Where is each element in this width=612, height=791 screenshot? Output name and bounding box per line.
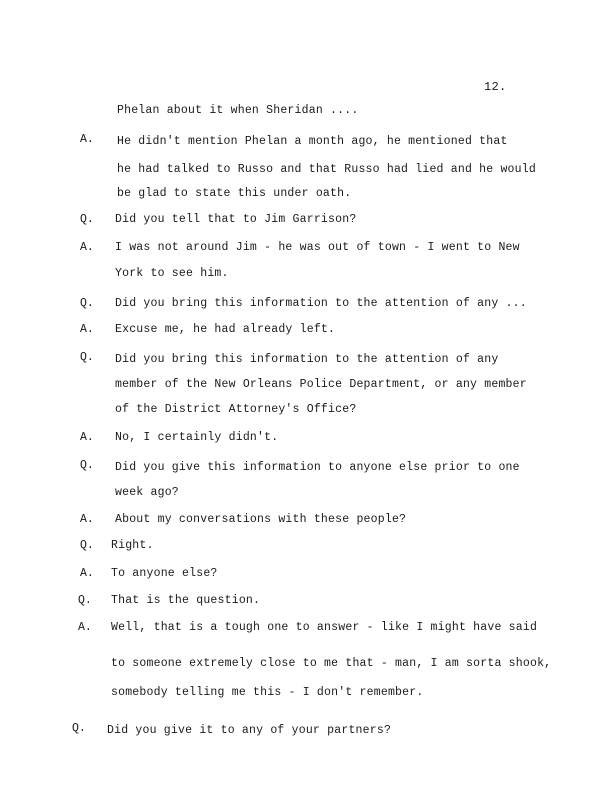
transcript-line: member of the New Orleans Police Department, or any member xyxy=(115,378,527,391)
transcript-line: somebody telling me this - I don't remember. xyxy=(111,686,424,699)
speaker-label: Q. xyxy=(80,297,94,310)
transcript-line: To anyone else? xyxy=(111,567,218,580)
transcript-line: Did you give it to any of your partners? xyxy=(107,724,392,737)
transcript-line: Phelan about it when Sheridan .... xyxy=(117,104,359,117)
speaker-label: Q. xyxy=(80,539,94,552)
speaker-label: Q. xyxy=(78,594,92,607)
page-number: 12. xyxy=(484,80,507,94)
transcript-line: About my conversations with these people? xyxy=(115,513,407,526)
transcript-line: he had talked to Russo and that Russo had lied and he would xyxy=(117,163,536,176)
speaker-label: Q. xyxy=(72,722,86,735)
speaker-label: Q. xyxy=(80,351,94,364)
speaker-label: Q. xyxy=(80,213,94,226)
speaker-label: A. xyxy=(80,431,94,444)
transcript-line: Did you bring this information to the attention of any xyxy=(115,353,499,366)
transcript-line: Well, that is a tough one to answer - like I might have said xyxy=(111,621,538,634)
speaker-label: A. xyxy=(78,621,92,634)
transcript-line: No, I certainly didn't. xyxy=(115,431,279,444)
transcript-line: York to see him. xyxy=(115,267,229,280)
speaker-label: A. xyxy=(80,241,94,254)
transcript-line: That is the question. xyxy=(111,594,261,607)
transcript-line: He didn't mention Phelan a month ago, he mentioned that xyxy=(117,135,508,148)
transcript-line: of the District Attorney's Office? xyxy=(115,403,357,416)
transcript-line: be glad to state this under oath. xyxy=(117,187,352,200)
transcript-line: week ago? xyxy=(115,486,179,499)
transcript-line: Did you give this information to anyone else prior to one xyxy=(115,461,520,474)
transcript-line: Did you tell that to Jim Garrison? xyxy=(115,213,357,226)
speaker-label: A. xyxy=(80,513,94,526)
transcript-line: Did you bring this information to the attention of any ... xyxy=(115,297,527,310)
speaker-label: A. xyxy=(80,133,94,146)
transcript-line: to someone extremely close to me that - man, I am sorta shook, xyxy=(111,657,552,670)
speaker-label: A. xyxy=(80,567,94,580)
transcript-line: Right. xyxy=(111,539,154,552)
speaker-label: A. xyxy=(80,323,94,336)
speaker-label: Q. xyxy=(80,459,94,472)
transcript-line: I was not around Jim - he was out of town - I went to New xyxy=(115,241,520,254)
transcript-line: Excuse me, he had already left. xyxy=(115,323,336,336)
